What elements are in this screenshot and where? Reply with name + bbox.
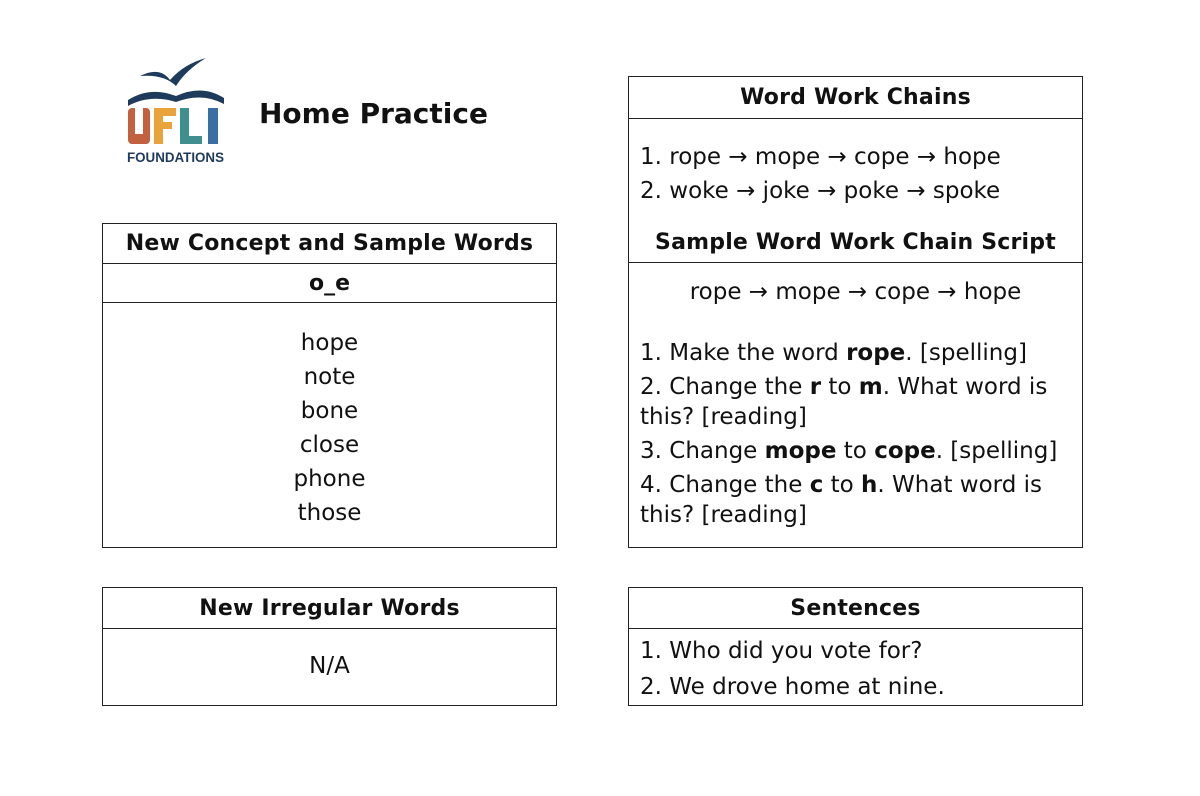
logo-letter-i: [208, 108, 218, 144]
sentences-box: [628, 587, 1083, 706]
sentence-item: 1. Who did you vote for?: [640, 638, 923, 664]
logo-letter-f-mid: [154, 122, 172, 129]
concept-pattern: o_e: [103, 264, 556, 303]
chain-script-heading: Sample Word Work Chain Script: [629, 223, 1082, 263]
sample-words-list: [103, 303, 556, 530]
irregular-words-value: N/A: [309, 653, 350, 679]
logo-subtext: FOUNDATIONS: [127, 149, 224, 165]
script-step-emphasis: m: [858, 374, 883, 400]
sample-word: hope: [300, 330, 359, 356]
script-step-emphasis: c: [809, 472, 824, 498]
irregular-words-heading: New Irregular Words: [103, 588, 556, 629]
script-step-text: . What word is this? [reading]: [640, 472, 1043, 528]
word-work-chains-heading: Word Work Chains: [629, 77, 1082, 119]
script-step-text: 1. Make the word: [640, 340, 847, 366]
script-step: [640, 436, 1068, 466]
script-step-text: to: [836, 438, 875, 464]
script-step-text: . What word is this? [reading]: [640, 374, 1048, 430]
chain-item: 2. woke → joke → poke → spoke: [640, 178, 1001, 204]
chains-list: [629, 119, 1082, 208]
script-step-text: to: [823, 472, 862, 498]
sample-word: those: [297, 500, 362, 526]
script-step-emphasis: cope: [874, 438, 936, 464]
chain-script-box: [628, 223, 1083, 548]
script-step: [640, 338, 1068, 368]
script-step-text: 2. Change the: [640, 374, 810, 400]
script-step-text: . [spelling]: [935, 438, 1058, 464]
sample-word: bone: [300, 398, 359, 424]
script-step-emphasis: rope: [846, 340, 906, 366]
logo-letter-l-base: [180, 136, 202, 144]
script-step-text: to: [821, 374, 859, 400]
sample-word: note: [303, 364, 356, 390]
chain-item: 1. rope → mope → cope → hope: [640, 144, 1001, 170]
new-concept-heading: New Concept and Sample Words: [103, 224, 556, 264]
script-step-text: 4. Change the: [640, 472, 810, 498]
new-concept-box: [102, 223, 557, 548]
script-steps-list: [629, 321, 1082, 530]
book-icon: [128, 90, 224, 106]
script-step-emphasis: h: [861, 472, 878, 498]
script-step-text: . [spelling]: [905, 340, 1027, 366]
logo-letter-f-top: [154, 108, 176, 116]
script-step: [640, 470, 1068, 530]
sentence-item: 2. We drove home at nine.: [640, 674, 945, 700]
script-chain: rope → mope → cope → hope: [689, 279, 1022, 305]
sentences-list: [629, 629, 1082, 705]
logo-graphic: [124, 56, 232, 166]
script-step: [640, 372, 1068, 432]
sentences-heading: Sentences: [629, 588, 1082, 629]
script-step-emphasis: mope: [764, 438, 837, 464]
page-title: Home Practice: [259, 97, 488, 130]
word-work-chains-box: [628, 76, 1083, 224]
script-step-emphasis: r: [809, 374, 822, 400]
script-step-text: 3. Change: [640, 438, 765, 464]
irregular-words-box: [102, 587, 557, 706]
sample-word: phone: [293, 466, 366, 492]
sample-word: close: [299, 432, 360, 458]
bird-icon: [140, 58, 206, 86]
logo-letter-u-gap: [135, 108, 143, 134]
ufli-logo: [124, 56, 232, 166]
